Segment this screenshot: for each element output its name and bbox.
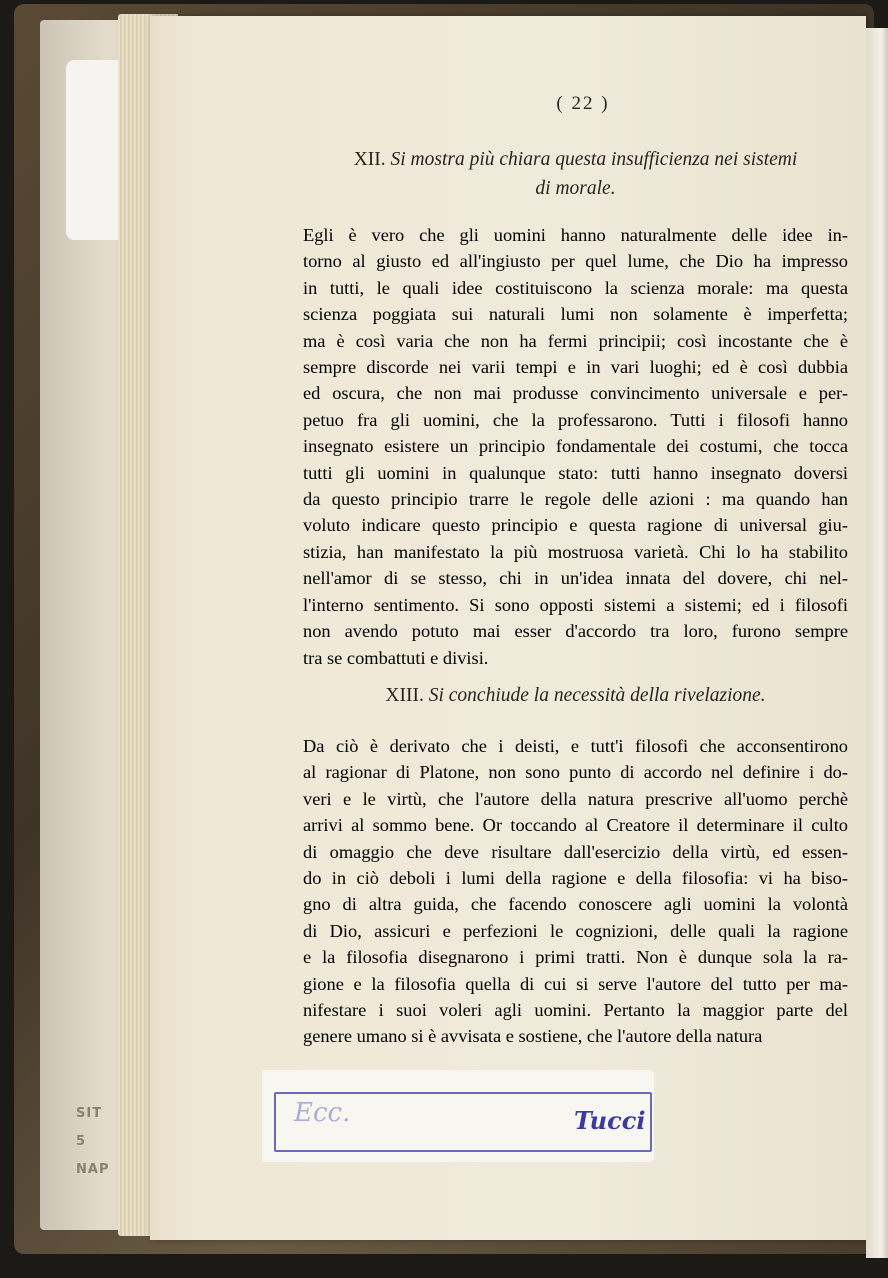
text-line: Egli è vero che gli uomini hanno naturalmente delle idee in- (303, 225, 848, 245)
text-line: nifestare i suoi voleri agli uomini. Pertanto la maggior parte del (303, 1000, 848, 1021)
stamp-signature: Tucci (574, 1106, 646, 1135)
text-line: Da ciò è derivato che i deisti, e tutt'i filosofi che acconsentirono (303, 736, 848, 756)
text-line: di omaggio che deve risultare dall'esercizio della virtù, ed essen- (303, 841, 848, 862)
text-line: gione e la filosofia quella di cui si serve l'autore del tutto per ma- (303, 973, 848, 994)
section-heading-xii (303, 145, 848, 203)
shelf-label-line: NAP (76, 1162, 110, 1177)
text-line: tra se combattuti e divisi. (303, 647, 489, 668)
text-line: petuo fra gli uomini, che la professarono. Tutti i filosofi hanno (303, 409, 848, 430)
text-line: al ragionar di Platone, non sono punto di accordo nel definire i do- (303, 762, 848, 783)
text-line: l'interno sentimento. Si sono opposti sistemi a sistemi; ed i filosofi (303, 594, 848, 615)
text-line: gno di altra guida, che facendo conoscere agli uomini la volontà (303, 894, 848, 915)
text-line: arrivi al sommo bene. Or toccando al Creatore il determinare il culto (303, 815, 848, 836)
text-line: do in ciò deboli i lumi della ragione e della filosofia: vi ha biso- (303, 868, 848, 889)
text-line: voluto indicare questo principio e questa ragione di universal giu- (303, 515, 848, 536)
shelf-label-line: 5 (76, 1134, 87, 1149)
text-line: ed oscura, che non mai produsse convincimento universale e per- (303, 383, 848, 404)
paragraph-2 (303, 733, 848, 1050)
text-line: da questo principio trarre le regole delle azioni : ma quando han (303, 489, 848, 510)
text-line: stizia, han manifestato la più mostruosa varietà. Chi lo ha stabilito (303, 541, 848, 562)
text-line: scienza poggiata sui naturali lumi non solamente è imperfetta; (303, 304, 848, 325)
text-line: non avendo potuto mai esser d'accordo tra loro, furono sempre (303, 621, 848, 642)
text-line: nell'amor di se stesso, chi in un'idea innata del dovere, chi nel- (303, 568, 848, 589)
text-line: insegnato esistere un principio fondamentale dei costumi, che tocca (303, 436, 848, 457)
text-line: ma è così varia che non ha fermi principii; così incostante che è (303, 330, 848, 351)
text-line: sempre discorde nei varii tempi e in vari luoghi; ed è così dubbia (303, 357, 848, 378)
text-line: veri e le virtù, che l'autore della natura prescrive all'uomo perchè (303, 788, 848, 809)
shelf-label (76, 1100, 109, 1184)
text-line: tutti gli uomini in qualunque stato: tutti hanno insegnato doversi (303, 462, 848, 483)
stamp-text-faded: Ecc. (294, 1098, 351, 1128)
text-line: torno al giusto ed all'ingiusto per quel lume, che Dio ha impresso (303, 251, 848, 272)
section-title: Si conchiude la necessità della rivelazione. (428, 685, 766, 706)
shelf-label-line: SIT (76, 1106, 103, 1121)
right-page-edge (866, 28, 888, 1258)
section-numeral: XII. (353, 149, 386, 170)
section-title: Si mostra più chiara questa insufficienza nei sistemi (390, 149, 798, 170)
section-title-continued: di morale. (535, 178, 616, 199)
text-line: in tutti, le quali idee costituiscono la scienza morale: ma questa (303, 277, 848, 298)
paragraph-1 (303, 222, 848, 671)
text-line: genere umano si è avvisata e sostiene, che l'autore della natura (303, 1026, 763, 1047)
section-heading-xiii (303, 681, 848, 710)
text-line: e la filosofia disegnarono i primi tratti. Non è dunque sola la ra- (303, 947, 848, 968)
page-number: ( 22 ) (556, 93, 610, 114)
section-numeral: XIII. (385, 685, 424, 706)
text-line: di Dio, assicuri e perfezioni le cognizioni, delle quali la ragione (303, 920, 848, 941)
